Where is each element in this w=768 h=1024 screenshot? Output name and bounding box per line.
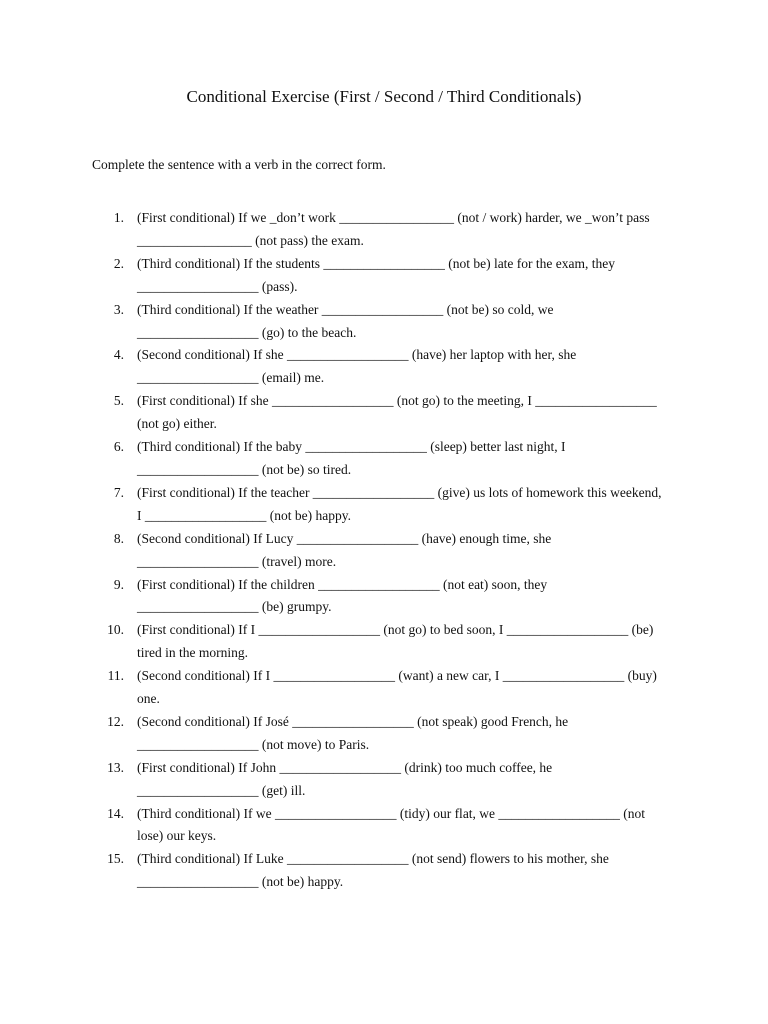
item-number: 13.: [107, 759, 124, 775]
exercise-item: [0, 848, 768, 894]
item-text: (Third conditional) If the baby __________________ (sleep) better last night, I __________________ (not be) so tired.: [137, 439, 566, 477]
exercise-item: [0, 803, 768, 849]
item-text: (Second conditional) If she __________________ (have) her laptop with her, she __________________ (email) me.: [137, 347, 577, 386]
item-number: 5.: [113, 393, 124, 409]
page-title: Conditional Exercise (First / Second / Third Conditionals): [186, 87, 582, 106]
item-number: 7.: [113, 484, 124, 500]
item-text: (Third conditional) If the weather __________________ (not be) so cold, we __________________ (go) to the beach.: [137, 301, 554, 340]
item-text: (Third conditional) If the students __________________ (not be) late for the exam, they __________________ (pass).: [137, 255, 616, 294]
exercise-item: [0, 757, 768, 803]
item-number: 15.: [107, 851, 124, 867]
item-number: 9.: [113, 576, 124, 592]
exercise-item: [0, 665, 768, 711]
item-number: 14.: [107, 805, 124, 821]
exercise-item: [0, 344, 768, 390]
exercise-item: [0, 482, 768, 528]
item-text: (Second conditional) If Lucy __________________ (have) enough time, she __________________ (travel) more.: [137, 530, 552, 569]
exercise-item: [0, 528, 768, 574]
item-text: (Second conditional) If I __________________ (want) a new car, I __________________ (buy) one.: [137, 668, 657, 707]
item-number: 4.: [113, 347, 124, 363]
exercise-item: [0, 711, 768, 757]
item-text: (Second conditional) If José __________________ (not speak) good French, he __________________ (not move) to Paris.: [137, 713, 569, 752]
item-text: (First conditional) If the teacher __________________ (give) us lots of homework this weekend, I __________________ (not be) happy.: [137, 484, 662, 523]
item-number: 3.: [113, 301, 124, 317]
item-number: 10.: [107, 622, 124, 638]
item-number: 11.: [107, 668, 124, 684]
exercise-item: [0, 207, 768, 253]
exercise-item: [0, 390, 768, 436]
exercise-item: [0, 436, 768, 482]
exercise-list: [0, 207, 768, 894]
item-text: (Third conditional) If we __________________ (tidy) our flat, we __________________ (not lose) our keys.: [137, 805, 646, 844]
item-text: (First conditional) If the children __________________ (not eat) soon, they __________________ (be) grumpy.: [137, 576, 548, 615]
item-number: 12.: [107, 713, 124, 729]
item-text: (First conditional) If she __________________ (not go) to the meeting, I __________________ (not go) either.: [137, 393, 657, 432]
item-text: (Third conditional) If Luke __________________ (not send) flowers to his mother, she __________________ (not be) happy.: [137, 851, 609, 890]
item-number: 6.: [113, 439, 124, 455]
exercise-item: [0, 574, 768, 620]
item-number: 1.: [113, 210, 124, 225]
item-text: (First conditional) If John __________________ (drink) too much coffee, he __________________ (get) ill.: [137, 759, 553, 798]
item-text: (First conditional) If we _don’t work _________________ (not / work) harder, we _won’t pass _________________ (not pass) the exam.: [137, 210, 650, 248]
item-text: (First conditional) If I __________________ (not go) to bed soon, I __________________ (be) tired in the morning.: [137, 622, 654, 661]
item-number: 8.: [113, 530, 124, 546]
exercise-item: [0, 619, 768, 665]
item-number: 2.: [113, 255, 124, 271]
exercise-item: [0, 299, 768, 345]
exercise-item: [0, 253, 768, 299]
instructions: Complete the sentence with a verb in the correct form.: [92, 157, 386, 172]
